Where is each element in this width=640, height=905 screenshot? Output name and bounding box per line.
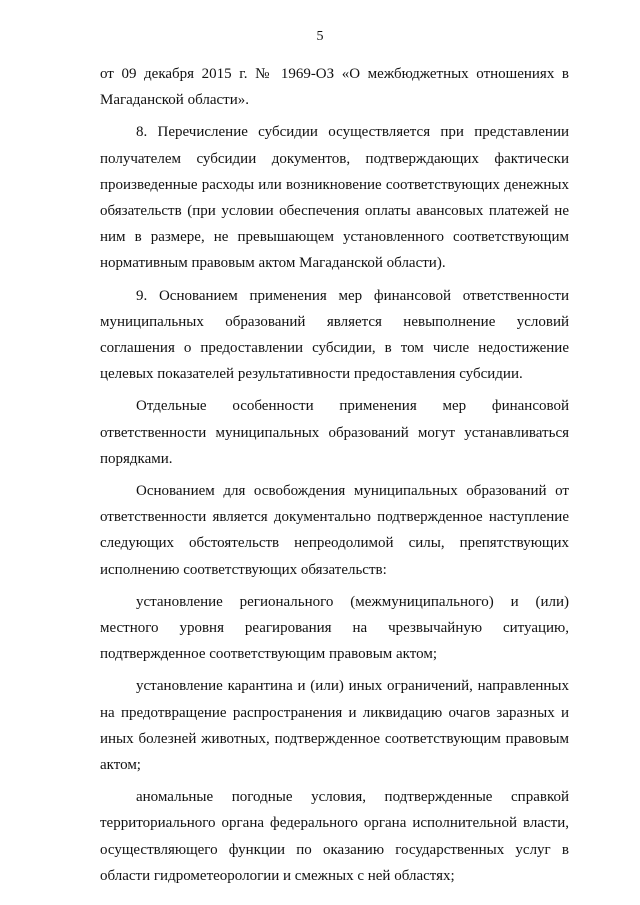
- document-body: [100, 61, 569, 889]
- paragraph-exemption-grounds: Основанием для освобождения муниципальных образований от ответственности является документально подтвержденное наступление следующих обстоятельств непреодолимой силы, препятствующих исполнению соответствующих обязательств:: [100, 483, 569, 578]
- paragraph-continuation: от 09 декабря 2015 г. № 1969-ОЗ «О межбюджетных отношениях в Магаданской области».: [100, 66, 569, 109]
- list-item-weather: аномальные погодные условия, подтвержденные справкой территориального органа федерального органа исполнительной власти, осуществляющего функции по оказанию государственных услуг в области гидрометеорологии и смежных с ней областях;: [100, 789, 569, 884]
- list-item-quarantine: установление карантина и (или) иных ограничений, направленных на предотвращение распространения и ликвидацию очагов заразных и иных болезней животных, подтвержденное соответствующим правовым актом;: [100, 678, 569, 774]
- paragraph-item-8: 8. Перечисление субсидии осуществляется при представлении получателем субсидии документов, подтверждающих фактически произведенные расходы или возникновение соответствующих денежных обязательств (при условии обеспечения оплаты авансовых платежей не ним в размере, не превышающем установленного соответствующим нормативным правовым актом Магаданской области).: [100, 124, 569, 272]
- paragraph-item-9: 9. Основанием применения мер финансовой ответственности муниципальных образований является невыполнение условий соглашения о предоставлении субсидии, в том числе недостижение целевых показателей результативности предоставления субсидии.: [100, 287, 569, 383]
- page-number: 5: [316, 29, 324, 44]
- list-item-emergency: установление регионального (межмуниципального) и (или) местного уровня реагирования на чрезвычайную ситуацию, подтвержденное соответствующим правовым актом;: [100, 593, 569, 663]
- paragraph-separate-features: Отдельные особенности применения мер финансовой ответственности муниципальных образований могут устанавливаться порядками.: [100, 398, 569, 467]
